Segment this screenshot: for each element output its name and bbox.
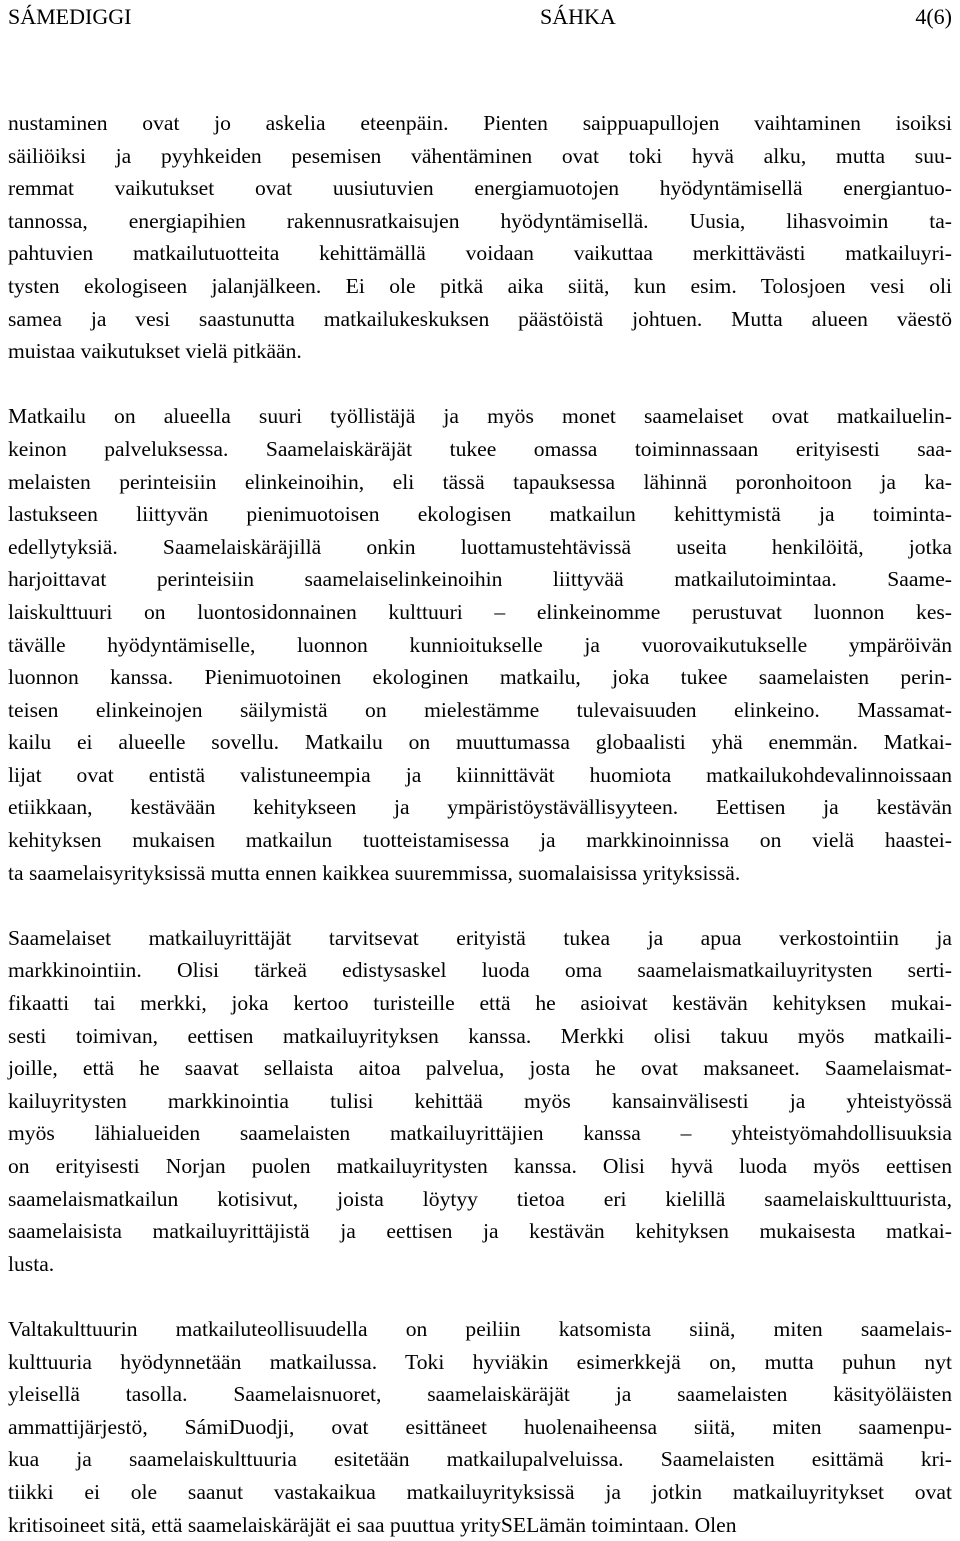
text-line: lastukseen liittyvän pienimuotoisen ekologisen matkailun kehittymistä ja toiminta- xyxy=(8,502,952,527)
text-line: yleisellä tasolla. Saamelaisnuoret, saamelaiskäräjät ja saamelaisten käsityöläisten xyxy=(8,1382,952,1407)
text-line: harjoittavat perinteisiin saamelaiselinkeinoihin liittyvää matkailutoimintaa. Saame- xyxy=(8,567,952,592)
text-line: fikaatti tai merkki, joka kertoo turisteille että he asioivat kestävän kehityksen mukai- xyxy=(8,991,952,1016)
text-line: samea ja vesi saastunutta matkailukeskuksen päästöistä johtuen. Mutta alueen väestö xyxy=(8,306,952,331)
header-page-number: 4(6) xyxy=(915,4,952,29)
text-line: keinon palveluksessa. Saamelaiskäräjät tukee omassa toiminnassaan erityisesti saa- xyxy=(8,436,952,461)
paragraph-gap xyxy=(8,368,952,401)
text-line: myös lähialueiden saamelaisten matkailuyrittäjien kanssa – yhteistyömahdollisuuksia xyxy=(8,1121,952,1146)
text-line: sesti toimivan, eettisen matkailuyrityksen kanssa. Merkki olisi takuu myös matkaili- xyxy=(8,1023,952,1048)
text-line: etiikkaan, kestävään kehitykseen ja ympäristöystävällisyyteen. Eettisen ja kestävän xyxy=(8,795,952,820)
text-line: edellytyksiä. Saamelaiskäräjillä onkin luottamustehtävissä useita henkilöitä, jotka xyxy=(8,534,952,559)
paragraph xyxy=(8,922,952,1281)
document-body xyxy=(8,107,952,1541)
text-line: melaisten perinteisiin elinkeinoihin, eli tässä tapauksessa lähinnä poronhoitoon ja ka- xyxy=(8,469,952,494)
text-line: luonnon kanssa. Pienimuotoinen ekologinen matkailu, joka tukee saamelaisten perin- xyxy=(8,665,952,690)
text-line: markkinointiin. Olisi tärkeä edistysaskel luoda oma saamelaismatkailuyritysten serti- xyxy=(8,958,952,983)
paragraph xyxy=(8,107,952,368)
header-organization: SÁMEDIGGI xyxy=(8,4,132,29)
text-line: säiliöiksi ja pyyhkeiden pesemisen vähentäminen ovat toki hyvä alku, mutta suu- xyxy=(8,143,952,168)
text-line: tannossa, energiapihien rakennusratkaisujen hyödyntämisellä. Uusia, lihasvoimin ta- xyxy=(8,208,952,233)
paragraph-gap xyxy=(8,1280,952,1313)
text-line: kua ja saamelaiskulttuuria esitetään matkailupalveluissa. Saamelaisten esittämä kri- xyxy=(8,1447,952,1472)
header-document-type: SÁHKA xyxy=(540,4,616,29)
text-line: laiskulttuuri on luontosidonnainen kulttuuri – elinkeinomme perustuvat luonnon kes- xyxy=(8,599,952,624)
text-line: saamelaismatkailun kotisivut, joista löytyy tietoa eri kielillä saamelaiskulttuurista, xyxy=(8,1186,952,1211)
text-line: kulttuuria hyödynnetään matkailussa. Toki hyviäkin esimerkkejä on, mutta puhun nyt xyxy=(8,1349,952,1374)
text-line: ammattijärjestö, SámiDuodji, ovat esittäneet huolenaiheensa siitä, miten saamenpu- xyxy=(8,1414,952,1439)
paragraph-gap xyxy=(8,889,952,922)
page-header xyxy=(8,3,952,33)
paragraph xyxy=(8,400,952,889)
paragraph xyxy=(8,1313,952,1541)
text-line: nustaminen ovat jo askelia eteenpäin. Pienten saippuapullojen vaihtaminen isoiksi xyxy=(8,111,952,135)
text-line: Saamelaiset matkailuyrittäjät tarvitsevat erityistä tukea ja apua verkostointiin ja xyxy=(8,925,952,950)
text-line: joille, että he saavat sellaista aitoa palvelua, josta he ovat maksaneet. Saamelaismat- xyxy=(8,1056,952,1081)
text-line: pahtuvien matkailutuotteita kehittämällä voidaan vaikuttaa merkittävästi matkailuyri- xyxy=(8,241,952,266)
text-line: ta saamelaisyrityksissä mutta ennen kaikkea suuremmissa, suomalaisissa yrityksissä. xyxy=(8,860,741,885)
text-line: tiikki ei ole saanut vastakaikua matkailuyrityksissä ja jotkin matkailuyritykset ovat xyxy=(8,1479,952,1504)
text-line: tävälle hyödyntämiselle, luonnon kunnioitukselle ja vuorovaikutukselle ympäröivän xyxy=(8,632,952,657)
text-line: saamelaisista matkailuyrittäjistä ja eettisen ja kestävän kehityksen mukaisesta matkai- xyxy=(8,1219,952,1244)
text-line: tysten ekologiseen jalanjälkeen. Ei ole pitkä aika siitä, kun esim. Tolosjoen vesi oli xyxy=(8,273,952,298)
text-line: Valtakulttuurin matkailuteollisuudella on peiliin katsomista siinä, miten saamelais- xyxy=(8,1316,952,1341)
text-line: Matkailu on alueella suuri työllistäjä ja myös monet saamelaiset ovat matkailuelin- xyxy=(8,404,952,429)
text-line: kehityksen mukaisen matkailun tuotteistamisessa ja markkinoinnissa on vielä haastei- xyxy=(8,828,952,853)
text-line: on erityisesti Norjan puolen matkailuyritysten kanssa. Olisi hyvä luoda myös eettisen xyxy=(8,1154,952,1178)
text-line: kailuyritysten markkinointia tulisi kehittää myös kansainvälisesti ja yhteistyössä xyxy=(8,1088,952,1113)
text-line: muistaa vaikutukset vielä pitkään. xyxy=(8,339,302,364)
text-line: lijat ovat entistä valistuneempia ja kiinnittävät huomiota matkailukohdevalinnoissaan xyxy=(8,762,952,787)
text-line: kritisoineet sitä, että saamelaiskäräjät ei saa puuttua yritySELämän toimintaan. Olen xyxy=(8,1512,737,1537)
text-line: teisen elinkeinojen säilymistä on mielestämme tulevaisuuden elinkeino. Massamat- xyxy=(8,697,952,722)
text-line: lusta. xyxy=(8,1251,55,1276)
text-line: remmat vaikutukset ovat uusiutuvien energiamuotojen hyödyntämisellä energiantuo- xyxy=(8,176,952,201)
text-line: kailu ei alueelle sovellu. Matkailu on muuttumassa globaalisti yhä enemmän. Matkai- xyxy=(8,730,952,755)
